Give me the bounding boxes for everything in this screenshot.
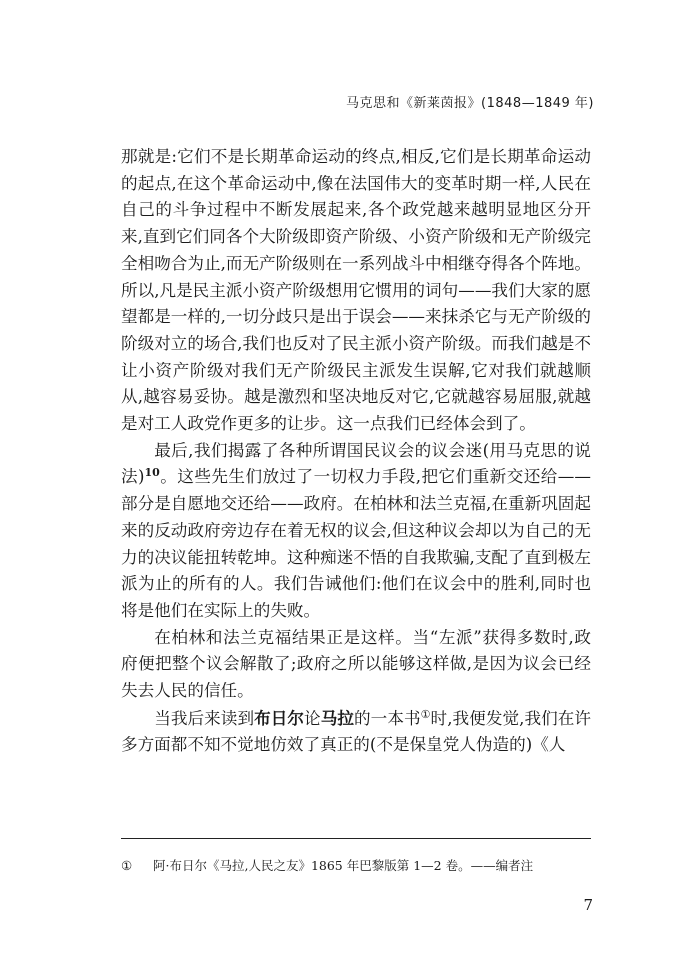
paragraph-2-part-b: 。这些先生们放过了一切权力手段,把它们重新交还给——部分是自愿地交还给——政府。在柏林和法兰克福,在重新巩固起来的反动政府旁边存在着无权的议会,但这种议会却以为自己的无力的决议能扭转乾坤。这种痴迷不悟的自我欺骗,支配了直到极左派为止的所有的人。我们告诫他们:他们在议会中的胜利,同时也将是他们在实际上的失败。 bbox=[121, 467, 591, 620]
footnote bbox=[121, 857, 591, 875]
page-number: 7 bbox=[583, 896, 593, 914]
subject-name-bold: 马拉 bbox=[320, 707, 355, 728]
footnote-reference: ① bbox=[420, 707, 431, 721]
footnote-text: 阿·布日尔《马拉,人民之友》1865 年巴黎版第 1—2 卷。——编者注 bbox=[153, 858, 534, 873]
footnote-marker: ① bbox=[121, 858, 133, 873]
paragraph-3: 在柏林和法兰克福结果正是这样。当“左派”获得多数时,政府便把整个议会解散了;政府之所以能够这样做,是因为议会已经失去人民的信任。 bbox=[121, 627, 591, 701]
running-header: 马克思和《新莱茵报》(1848—1849 年) bbox=[346, 96, 594, 111]
paragraph-4-part-c: 的一本书 bbox=[354, 708, 421, 728]
author-name-bold: 布日尔 bbox=[254, 707, 305, 728]
paragraph-4 bbox=[121, 705, 591, 759]
paragraph-2-part-a: 最后,我们揭露了各种所谓国民议会的议会迷(用马克思的说法) bbox=[121, 440, 591, 487]
footnote-divider bbox=[121, 838, 591, 839]
paragraph-1: 那就是:它们不是长期革命运动的终点,相反,它们是长期革命运动的起点,在这个革命运动中,像在法国伟大的变革时期一样,人民在自己的斗争过程中不断发展起来,各个政党越来越明显地区分开来,直到它们同各个大阶级即资产阶级、小资产阶级和无产阶级完全相吻合为止,而无产阶级则在一系列战斗中相继夺得各个阵地。所以,凡是民主派小资产阶级想用它惯用的词句——我们大家的愿望都是一样的,一切分歧只是出于误会——来抹杀它与无产阶级的阶级对立的场合,我们也反对了民主派小资产阶级。而我们越是不让小资产阶级对我们无产阶级民主派发生误解,它对我们就越顺从,越容易妥协。越是激烈和坚决地反对它,它就越容易屈服,就越是对工人政党作更多的让步。这一点我们已经体会到了。 bbox=[121, 147, 591, 434]
main-text bbox=[121, 144, 591, 759]
paragraph-4-part-b: 论 bbox=[304, 708, 321, 728]
endnote-reference: 10 bbox=[144, 466, 160, 480]
paragraph-4-part-a: 当我后来读到 bbox=[154, 708, 255, 728]
paragraph-2 bbox=[121, 438, 591, 625]
paragraph-4-part-d: 时,我便发觉,我们在许多方面都不知不觉地仿效了真正的(不是保皇党人伪造的)《人 bbox=[121, 708, 592, 755]
